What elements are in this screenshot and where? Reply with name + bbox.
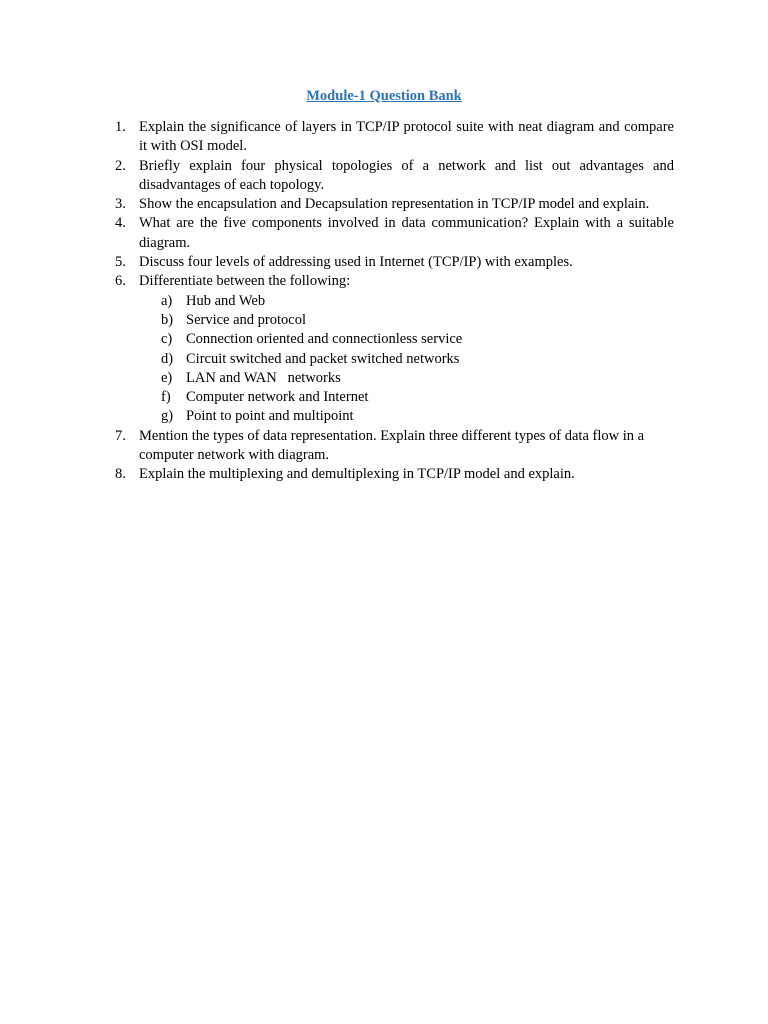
question-number: 7.	[115, 427, 126, 444]
question-text: Mention the types of data representation. Explain three different types of data flow in a computer network with diagram.	[139, 427, 645, 464]
question-item	[0, 214, 768, 253]
sub-question-text: Connection oriented and connectionless service	[186, 331, 463, 348]
question-text: Explain the multiplexing and demultiplexing in TCP/IP model and explain.	[139, 466, 575, 483]
question-item	[0, 427, 768, 466]
question-list	[0, 118, 768, 485]
question-number: 4.	[115, 215, 126, 232]
page-title: Module-1 Question Bank	[306, 88, 462, 104]
question-item	[0, 195, 768, 214]
question-text: Discuss four levels of addressing used in Internet (TCP/IP) with examples.	[139, 254, 573, 271]
sub-question-item	[0, 407, 768, 426]
sub-question-list	[0, 292, 768, 427]
sub-question-item	[0, 369, 768, 388]
sub-question-item	[0, 311, 768, 330]
sub-question-letter: d)	[161, 350, 174, 367]
sub-question-text: LAN and WAN networks	[186, 369, 341, 386]
question-item	[0, 465, 768, 484]
question-text: What are the five components involved in data communication? Explain with a suitable diagram.	[139, 215, 674, 251]
sub-question-letter: a)	[161, 292, 173, 309]
sub-question-text: Circuit switched and packet switched networks	[186, 350, 460, 367]
sub-question-item	[0, 330, 768, 349]
sub-question-letter: e)	[161, 369, 173, 386]
question-item	[0, 272, 768, 426]
question-text: Explain the significance of layers in TCP/IP protocol suite with neat diagram and compare it with OSI model.	[139, 119, 674, 155]
question-number: 5.	[115, 254, 126, 271]
question-number: 1.	[115, 119, 126, 135]
sub-question-item	[0, 388, 768, 407]
question-item	[0, 118, 768, 157]
question-number: 8.	[115, 466, 126, 483]
question-item	[0, 253, 768, 272]
question-item	[0, 157, 768, 196]
question-number: 2.	[115, 157, 126, 174]
sub-question-text: Service and protocol	[186, 311, 306, 328]
question-text: Show the encapsulation and Decapsulation representation in TCP/IP model and explain.	[139, 196, 650, 213]
sub-question-text: Hub and Web	[186, 292, 266, 309]
question-text: Briefly explain four physical topologies of a network and list out advantages and disadvantages of each topology.	[139, 157, 674, 193]
sub-question-text: Point to point and multipoint	[186, 408, 354, 425]
sub-question-letter: g)	[161, 408, 174, 425]
question-number: 3.	[115, 196, 126, 213]
sub-question-letter: f)	[161, 389, 171, 406]
sub-question-item	[0, 292, 768, 311]
sub-question-letter: c)	[161, 331, 173, 348]
question-text: Differentiate between the following:	[139, 273, 351, 290]
question-number: 6.	[115, 273, 126, 290]
sub-question-item	[0, 350, 768, 369]
sub-question-letter: b)	[161, 311, 174, 328]
sub-question-text: Computer network and Internet	[186, 389, 369, 406]
